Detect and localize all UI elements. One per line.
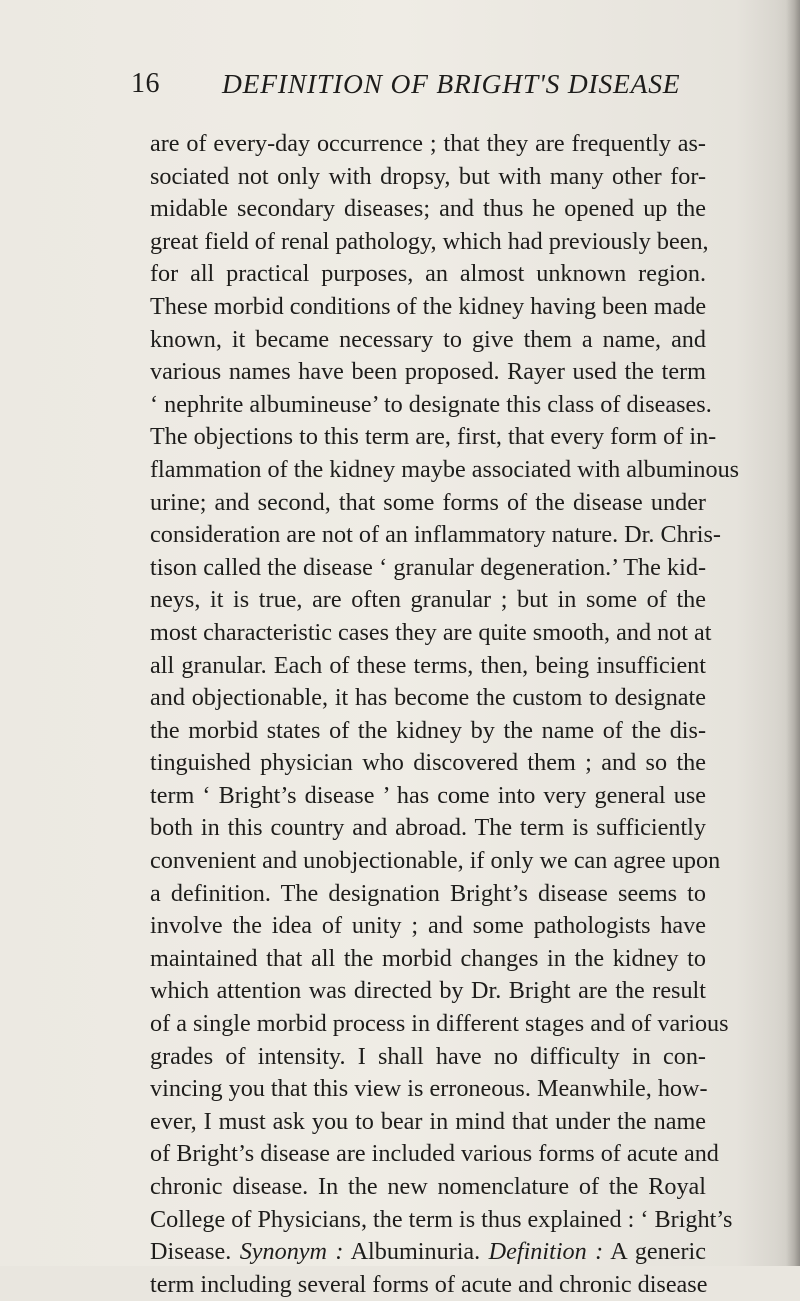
body-text [150,128,740,1301]
running-title: DEFINITION OF BRIGHT'S DISEASE [222,68,681,99]
text-line-35-synonym: Synonym : [239,1238,344,1266]
text-line-4: great field of renal pathology, which had previously been, [150,227,709,255]
text-line-17: all granular. Each of these terms, then, being insufficient [150,651,706,679]
text-line-8: various names have been proposed. Rayer used the term [150,358,706,386]
text-line-7: known, it became necessary to give them a name, and [150,325,706,353]
text-line-2: sociated not only with dropsy, but with many other for- [150,162,706,190]
text-line-30: vincing you that this view is erroneous. Meanwhile, how- [150,1075,708,1103]
text-line-6: These morbid conditions of the kidney having been made [150,292,707,320]
page-edge-shadow [786,0,800,1266]
text-line-35-part-5: A generic [603,1238,706,1266]
text-line-35-definition: Definition : [488,1238,604,1266]
text-line-29: grades of intensity. I shall have no difficulty in con- [150,1042,706,1070]
running-head [0,68,800,108]
text-line-33: chronic disease. In the new nomenclature of the Royal [150,1173,706,1200]
text-line-18: and objectionable, it has become the custom to designate [150,684,706,712]
text-line-20: tinguished physician who discovered them ; and so the [150,749,706,777]
text-line-21: term ‘ Bright’s disease ’ has come into very general use [150,781,706,809]
text-line-19: the morbid states of the kidney by the name of the dis- [150,716,706,744]
text-line-31: ever, I must ask you to bear in mind that under the name [150,1107,706,1135]
text-line-9: ‘ nephrite albumineuse’ to designate this class of diseases. [150,390,712,418]
text-line-22: both in this country and abroad. The term is sufficiently [150,814,706,842]
text-line-15: neys, it is true, are often granular ; but in some of the [150,586,706,614]
text-line-11: flammation of the kidney maybe associated with albuminous [150,455,740,483]
text-line-32: of Bright’s disease are included various forms of acute and [150,1140,719,1168]
text-line-13: consideration are not of an inflammatory nature. Dr. Chris- [150,521,721,549]
text-line-10: The objections to this term are, first, that every form of in- [150,423,717,451]
page-number: 16 [131,68,160,99]
text-line-12: urine; and second, that some forms of the disease under [150,488,706,516]
text-line-26: maintained that all the morbid changes in the kidney to [150,944,706,972]
text-line-35-part-1: Disease. [150,1238,240,1266]
text-line-24: a definition. The designation Bright’s disease seems to [150,879,706,907]
text-line-23: convenient and unobjectionable, if only we can agree upon [150,847,721,875]
text-line-36: term including several forms of acute and chronic disease [150,1270,708,1298]
text-line-28: of a single morbid process in different stages and of various [150,1010,729,1038]
text-line-35-part-3: Albuminuria. [343,1238,489,1266]
text-line-14: tison called the disease ‘ granular degeneration.’ The kid- [150,553,706,581]
text-line-34: College of Physicians, the term is thus explained : ‘ Bright’s [150,1205,733,1233]
text-line-27: which attention was directed by Dr. Bright are the result [150,977,706,1005]
text-line-5: for all practical purposes, an almost unknown region. [150,260,706,288]
text-line-16: most characteristic cases they are quite smooth, and not at [150,618,712,646]
text-line-25: involve the idea of unity ; and some pathologists have [150,912,706,940]
text-line-3: midable secondary diseases; and thus he opened up the [150,195,706,223]
text-line-35 [150,1236,706,1269]
text-line-1: are of every-day occurrence ; that they are frequently as- [150,130,706,157]
